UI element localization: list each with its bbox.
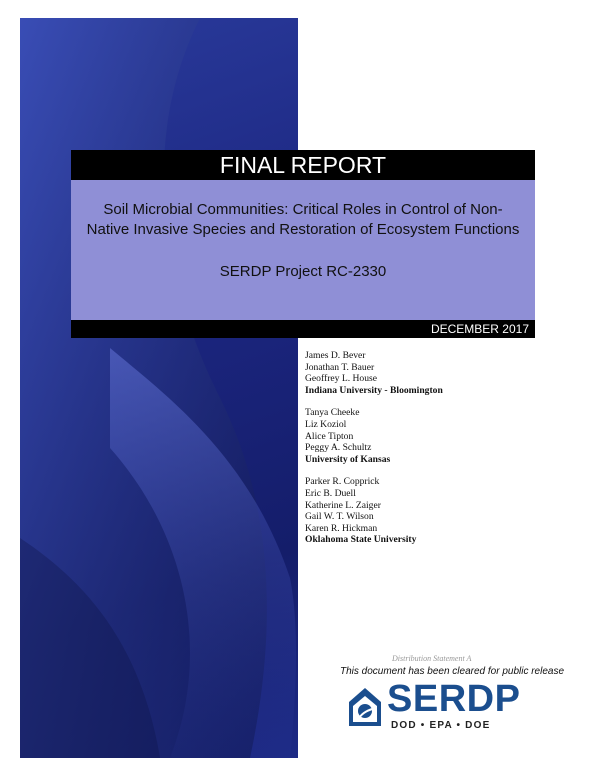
cover-blue-panel: [20, 18, 298, 758]
author-group: [305, 407, 535, 465]
author-group: [305, 476, 535, 546]
serdp-emblem-icon: [345, 684, 385, 730]
author-name: Parker R. Copprick: [305, 476, 380, 488]
author-name: Peggy A. Schultz: [305, 442, 372, 454]
author-name: James D. Bever: [305, 350, 366, 361]
logo-wordmark: SERDP: [387, 678, 521, 720]
serdp-logo: [345, 678, 555, 736]
public-release-notice: This document has been cleared for public release: [340, 666, 565, 677]
author-name: Alice Tipton: [305, 430, 354, 442]
subtitle-line: Native Invasive Species and Restoration of Ecosystem Functions: [86, 221, 520, 238]
title-bar: [71, 150, 535, 180]
institution-name: Indiana University - Bloomington: [305, 384, 443, 396]
project-number: SERDP Project RC-2330: [219, 263, 387, 280]
date-bar: [71, 320, 535, 338]
author-list: [305, 350, 535, 557]
author-name: Gail W. T. Wilson: [305, 511, 374, 523]
author-name: Karen R. Hickman: [305, 522, 378, 534]
author-group: [305, 350, 535, 396]
distribution-statement: Distribution Statement A: [392, 654, 472, 663]
author-name: Geoffrey L. House: [305, 373, 378, 385]
author-name: Liz Koziol: [305, 418, 347, 430]
subtitle-line: Soil Microbial Communities: Critical Roles in Control of Non-: [103, 201, 503, 218]
author-name: Jonathan T. Bauer: [305, 361, 375, 373]
report-subtitle: [71, 200, 535, 240]
institution-name: University of Kansas: [305, 453, 391, 465]
title-box: [71, 180, 535, 320]
author-name: Eric B. Duell: [305, 487, 356, 499]
author-name: Tanya Cheeke: [305, 407, 360, 419]
report-date: DECEMBER 2017: [430, 322, 529, 336]
logo-agencies: DOD • EPA • DOE: [391, 720, 491, 731]
author-name: Katherine L. Zaiger: [305, 499, 381, 511]
institution-name: Oklahoma State University: [305, 534, 417, 546]
report-title: FINAL REPORT: [219, 152, 387, 178]
wave-graphic: [20, 18, 298, 758]
